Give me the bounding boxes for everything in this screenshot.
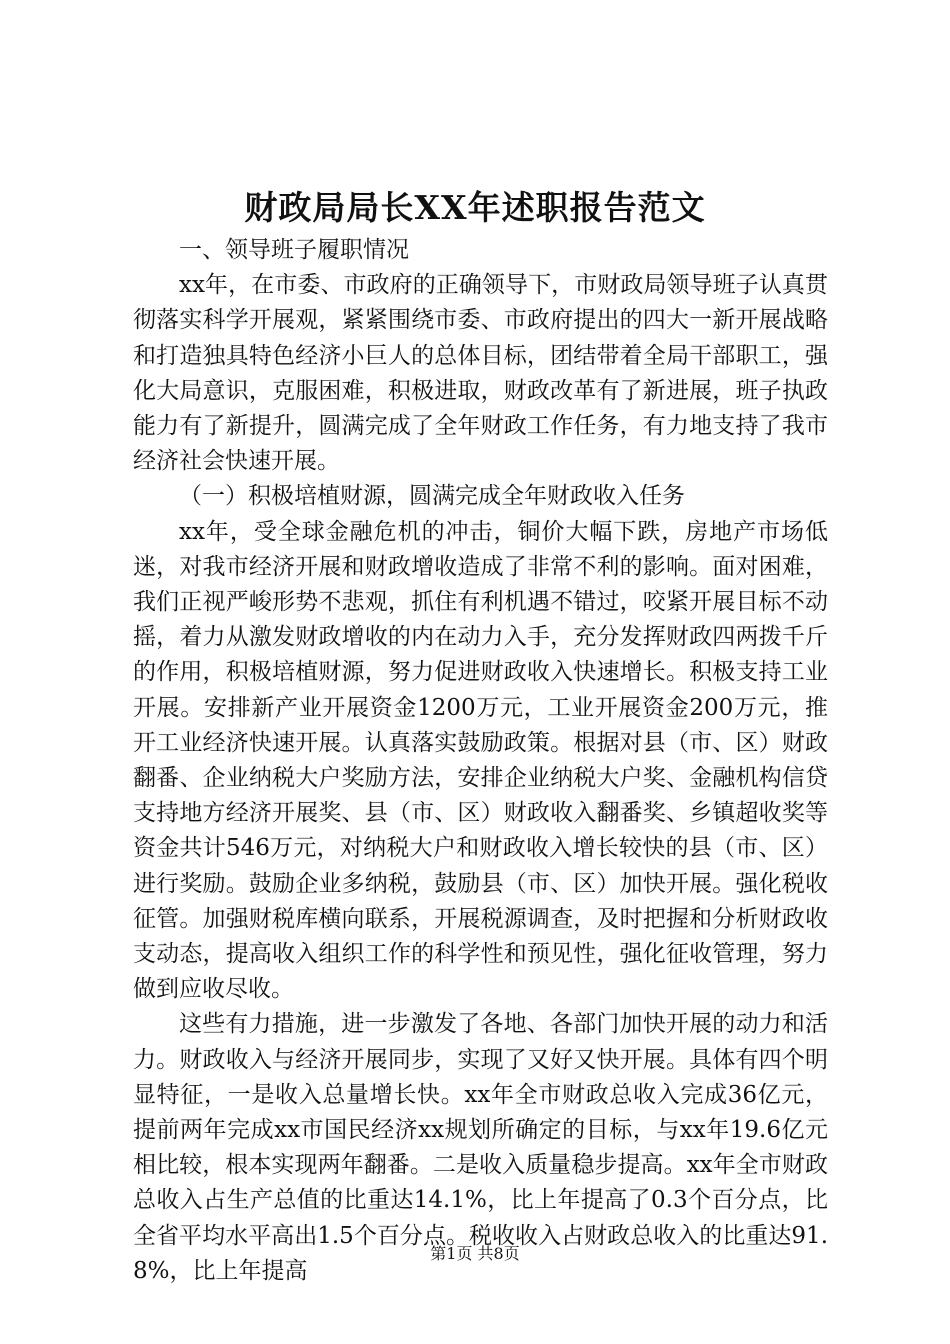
paragraph: 这些有力措施，进一步激发了各地、各部门加快开展的动力和活力。财政收入与经济开展同步，实现了又好又快开展。具体有四个明显特征，一是收入总量增长快。xx年全市财政总收入完成36亿元，提前两年完成xx市国民经济xx规划所确定的目标，与xx年19.6亿元相比较，根本实现两年翻番。二是收入质量稳步提高。xx年全市财政总收入占生产总值的比重达14.1%，比上年提高了0.3个百分点，比全省平均水平高出1.5个百分点。税收收入占财政总收入的比重达91.8%，比上年提高 xyxy=(133,1011,828,1284)
section-heading: 一、领导班子履职情况 xyxy=(179,237,409,263)
subsection-heading: （一）积极培植财源，圆满完成全年财政收入任务 xyxy=(179,483,685,510)
paragraph: xx年，受全球金融危机的冲击，铜价大幅下跌，房地产市场低迷，对我市经济开展和财政增收造成了非常不利的影响。面对困难，我们正视严峻形势不悲观，抓住有利机遇不错过，咬紧开展目标不动摇，着力从激发财政增收的内在动力入手，充分发挥财政四两拨千斤的作用，积极培植财源，努力促进财政收入快速增长。积极支持工业开展。安排新产业开展资金1200万元，工业开展资金200万元，推开工业经济快速开展。认真落实鼓励政策。根据对县（市、区）财政翻番、企业纳税大户奖励方法，安排企业纳税大户奖、金融机构信贷支持地方经济开展奖、县（市、区）财政收入翻番奖、乡镇超收奖等资金共计546万元，对纳税大户和财政收入增长较快的县（市、区）进行奖励。鼓励企业多纳税，鼓励县（市、区）加快开展。强化税收征管。加强财税库横向联系，开展税源调查，及时把握和分析财政收支动态，提高收入组织工作的科学性和预见性，强化征收管理，努力做到应收尽收。 xyxy=(133,518,828,1003)
document-body xyxy=(133,233,828,1289)
document-title: 财政局局长XX年述职报告范文 xyxy=(244,188,706,227)
page-footer: 第1页 共8页 xyxy=(430,1244,520,1263)
paragraph: xx年，在市委、市政府的正确领导下，市财政局领导班子认真贯彻落实科学开展观，紧紧围绕市委、市政府提出的四大一新开展战略和打造独具特色经济小巨人的总体目标，团结带着全局干部职工，强化大局意识，克服困难，积极进取，财政改革有了新进展，班子执政能力有了新提升，圆满完成了全年财政工作任务，有力地支持了我市经济社会快速开展。 xyxy=(133,272,828,475)
